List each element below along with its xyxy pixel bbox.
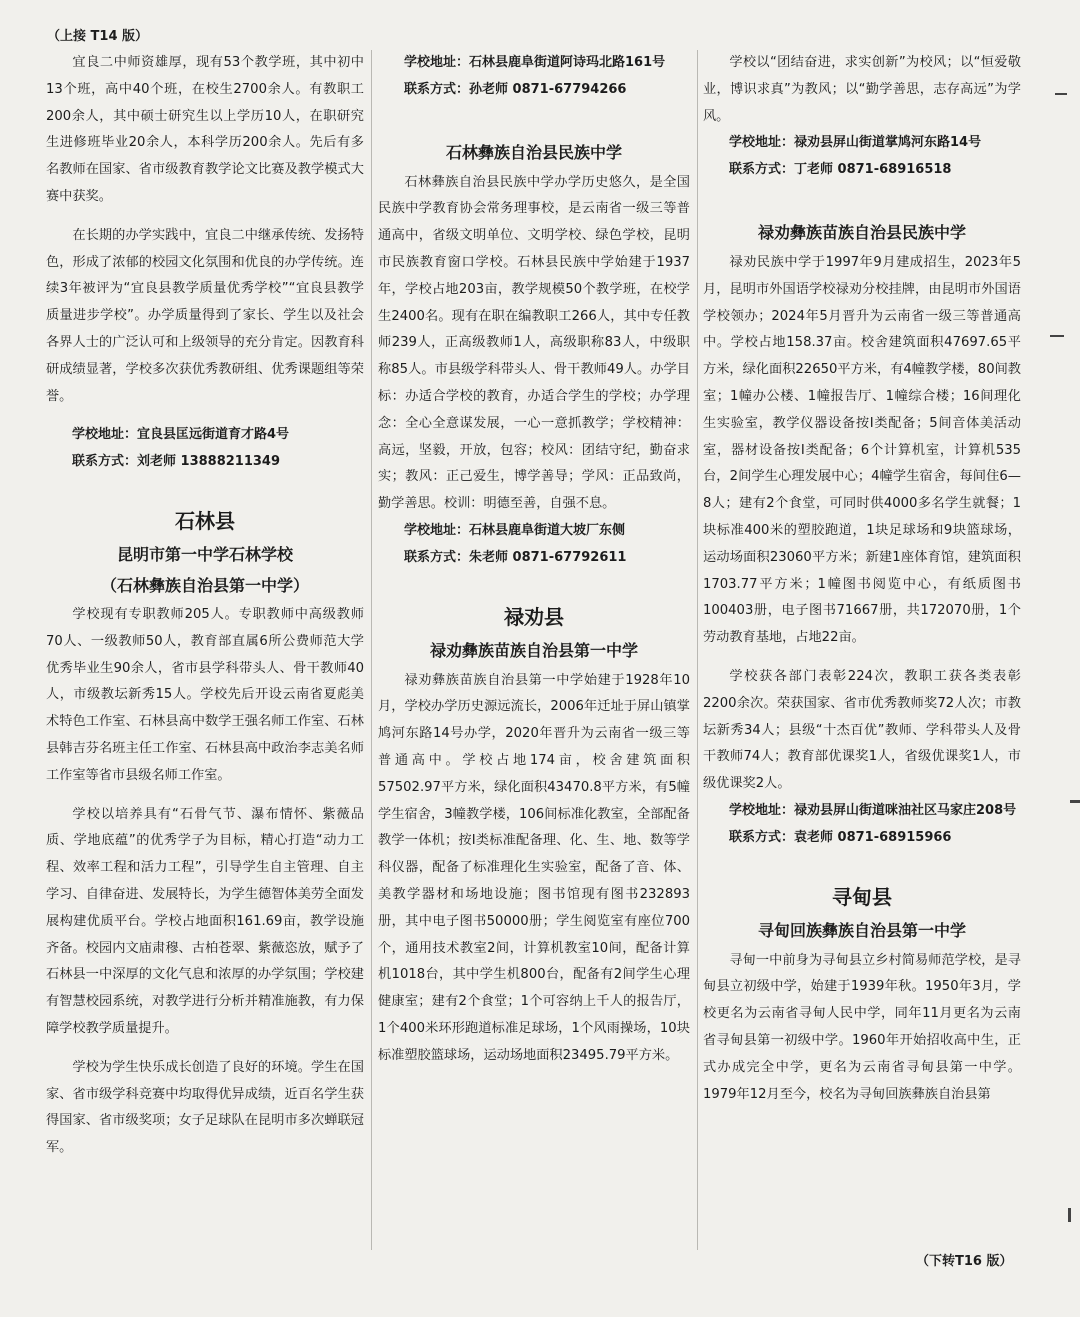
school-title: 禄劝彝族苗族自治县民族中学 — [757, 222, 966, 242]
school-address: 学校地址：禄劝县屏山街道咪油社区马家庄208号 — [729, 802, 1017, 818]
column-1 — [46, 50, 364, 1162]
paragraph: 学校以培养具有“石骨气节、瀑布情怀、紫薇品质、学地底蕴”的优秀学子为目标，精心打造“动力工程、效率工程和活力工程”，引导学生自主管理、自主学习、自律奋进、发展特长，为学生德智体美劳全面发展构建优质平台。学校占地面积161.69亩，教学设施齐备。校园内文庙肃穆、古柏苍翠、紫薇恣放，赋予了石林县一中深厚的文化气息和浓厚的办学氛围；学校建有智慧校园系统，对教学进行分析并精准施教，有力保障学校教学质量提升。 — [46, 806, 364, 1036]
county-heading: 石林县 — [175, 508, 235, 533]
school-contact: 联系方式：刘老师 13888211349 — [72, 454, 281, 470]
continued-to-note: （下转T16 版） — [916, 1254, 1013, 1269]
paragraph: 禄劝彝族苗族自治县第一中学始建于1928年10月，学校办学历史源远流长，2006年迁址于屏山镇掌鸠河东路14号办学，2020年晋升为云南省一级三等普通高中。学校占地174亩，校舍建筑面积57502.97平方米，绿化面积43470.8平方米，有5幢学生宿舍，3幢教学楼，106间标准化教室，全部配备教学一体机；按Ⅰ类标准配备理、化、生、地、数等学科仪器，配备了标准理化生实验室，配备了音、体、美教学器材和场地设施；图书馆现有图书232893册，其中电子图书50000册；学生阅览室有座位700个，通用技术教室2间，计算机教室10间，配备计算机1018台，其中学生机800台，配备有2间学生心理健康室；建有2个食堂；1个可容纳上千人的报告厅，1个400米环形跑道标准足球场，1个风雨操场，10块标准塑胶篮球场，运动场地面积23495.79平方米。 — [378, 672, 690, 1063]
column-2 — [378, 50, 690, 1070]
school-contact: 联系方式：朱老师 0871-67792611 — [404, 549, 627, 565]
column-3 — [703, 50, 1021, 1108]
school-title: 禄劝彝族苗族自治县第一中学 — [429, 640, 638, 660]
school-subtitle: （石林彝族自治县第一中学） — [100, 575, 309, 595]
school-contact: 联系方式：袁老师 0871-68915966 — [729, 829, 952, 845]
paragraph: 石林彝族自治县民族中学办学历史悠久，是全国民族中学教育协会常务理事校，是云南省一级三等普通高中，省级文明单位、文明学校、绿色学校，昆明市民族教育窗口学校。石林县民族中学始建于1937年，学校占地203亩，教学规模50个教学班，在校学生2400名。现有在职在编教职工266人，其中专任教师239人，正高级教师1人，高级职称83人，中级职称85人。市县级学科带头人、骨干教师49人。办学目标：办适合学校的教育，办适合学生的学校；办学理念：全心全意谋发展，一心一意抓教学；学校精神：高远，坚毅，开放，包容；校风：团结守纪，勤奋求实；教风：正己爱生，博学善导；学风：正品致尚，勤学善思。校训：明德至善，自强不息。 — [378, 174, 690, 512]
school-address: 学校地址：禄劝县屏山街道掌鸠河东路14号 — [729, 135, 982, 151]
scan-speck — [1050, 335, 1064, 337]
school-title: 石林彝族自治县民族中学 — [445, 142, 622, 162]
school-address: 学校地址：石林县鹿阜街道大坡厂东侧 — [404, 522, 626, 538]
paragraph: 学校以“团结奋进，求实创新”为校风；以“恒爱敬业，博识求真”为教风；以“勤学善思，志存高远”为学风。 — [703, 55, 1021, 124]
scan-speck — [1055, 93, 1067, 95]
paragraph: 宜良二中师资雄厚，现有53个教学班，其中初中13个班，高中40个班，在校生2700余人。有教职工200余人，其中硕士研究生以上学历10人，在职研究生进修班毕业20余人，本科学历200余人。先后有多名教师在国家、省市级教育教学论文比赛及教学模式大赛中获奖。 — [46, 55, 364, 204]
paragraph: 在长期的办学实践中，宜良二中继承传统、发扬特色，形成了浓郁的校园文化氛围和优良的办学传统。连续3年被评为“宜良县教学质量优秀学校”“宜良县教学质量进步学校”。办学质量得到了家长、学生以及社会各界人士的广泛认可和上级领导的充分肯定。因教育科研成绩显著，学校多次获优秀教研组、优秀课题组等荣誉。 — [46, 227, 364, 404]
continued-from-note: （上接 T14 版） — [47, 29, 149, 44]
county-heading: 禄劝县 — [504, 604, 564, 629]
school-title: 昆明市第一中学石林学校 — [116, 544, 293, 564]
paragraph: 禄劝民族中学于1997年9月建成招生，2023年5月，昆明市外国语学校禄劝分校挂牌，由昆明市外国语学校领办；2024年5月晋升为云南省一级三等普通高中。学校占地158.37亩。校舍建筑面积47697.65平方米，绿化面积22650平方米，有4幢教学楼，80间教室；1幢办公楼、1幢报告厅、1幢综合楼；16间理化生实验室，教学仪器设备按Ⅰ类配备；5间音体美活动室，器材设备按Ⅰ类配备；6个计算机室，计算机535台，2间学生心理发展中心；4幢学生宿舍，每间住6—8人；建有2个食堂，可同时供4000多名学生就餐；1块标准400米的塑胶跑道，1块足球场和9块篮球场，运动场面积23060平方米；新建1座体育馆，建筑面积1703.77平方米；1幢图书阅览中心，有纸质图书100403册，电子图书71667册，共172070册，1个劳动教育基地，占地22亩。 — [703, 254, 1021, 646]
scan-speck — [1068, 1208, 1071, 1222]
paragraph: 学校获各部门表彰224次，教职工获各类表彰2200余次。荣获国家、省市优秀教师奖72人次；市教坛新秀34人；县级“十杰百优”教师、学科带头人及骨干教师74人；教育部优课奖1人，省级优课奖1人，市级优课奖2人。 — [703, 668, 1021, 792]
school-contact: 联系方式：孙老师 0871-67794266 — [404, 81, 627, 97]
column-divider — [697, 50, 698, 1250]
school-address: 学校地址：石林县鹿阜街道阿诗玛北路161号 — [404, 55, 666, 70]
paragraph: 学校为学生快乐成长创造了良好的环境。学生在国家、省市级学科竞赛中均取得优异成绩，近百名学生获得国家、省市级奖项；女子足球队在昆明市多次蝉联冠军。 — [46, 1059, 364, 1156]
school-contact: 联系方式：丁老师 0871-68916518 — [729, 162, 952, 178]
school-title: 寻甸回族彝族自治县第一中学 — [757, 920, 966, 940]
paragraph: 寻甸一中前身为寻甸县立乡村简易师范学校，是寻甸县立初级中学，始建于1939年秋。1950年3月，学校更名为云南省寻甸人民中学，同年11月更名为云南省寻甸县第一初级中学。1960年开始招收高中生，正式办成完全中学，更名为云南省寻甸县第一中学。1979年12月至今，校名为寻甸回族彝族自治县第 — [703, 952, 1021, 1102]
paragraph: 学校现有专职教师205人。专职教师中高级教师70人、一级教师50人，教育部直属6所公费师范大学优秀毕业生90余人，省市县学科带头人、骨干教师40人，市级教坛新秀15人。学校先后开设云南省夏彪美术特色工作室、石林县高中数学王强名师工作室、石林县韩吉芬名班主任工作室、石林县高中政治李志美名师工作室等省市县级名师工作室。 — [46, 606, 364, 783]
scan-speck — [1070, 800, 1080, 803]
column-divider — [371, 50, 372, 1250]
school-address: 学校地址：宜良县匡远街道育才路4号 — [72, 427, 290, 443]
county-heading: 寻甸县 — [832, 884, 892, 909]
